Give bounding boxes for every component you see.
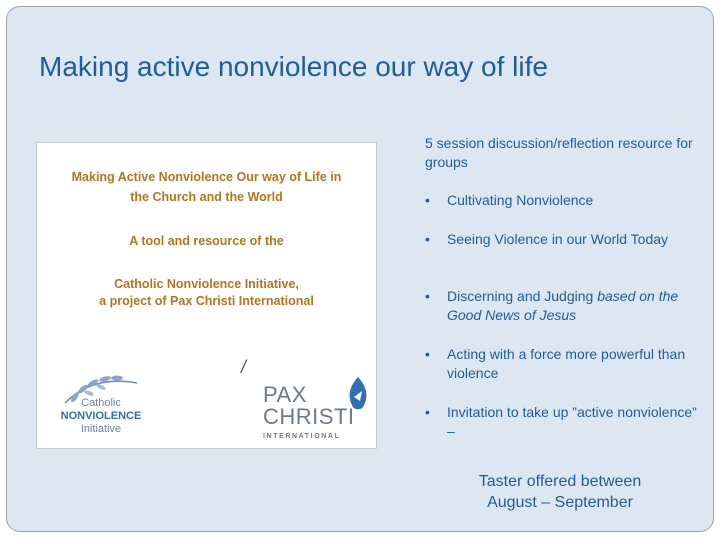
bullet-text: Invitation to take up ”active nonviolence” – [447,404,697,439]
pax-logo-line-3: INTERNATIONAL [263,433,341,440]
bullet-text: Cultivating Nonviolence [447,192,594,208]
content-column [425,134,710,439]
cni-logo-line-2: NONVIOLENCE [60,410,142,422]
cover-title-line-2: the Church and the World [130,190,283,204]
bullet-symbol: • [425,404,430,420]
catholic-nonviolence-initiative-logo [53,369,149,441]
bullet-text: Seeing Violence in our World Today [447,231,669,247]
pax-logo-line-1: PAX [263,382,307,407]
intro-text: 5 session discussion/reflection resource for groups [425,135,693,170]
bullet-text [447,287,707,325]
cni-logo-line-3: Initiative [80,423,122,435]
slide-title: Making active nonviolence our way of life [39,51,548,82]
bullet-text: Acting with a force more powerful than violence [447,346,686,381]
cni-logo-line-1: Catholic [81,397,121,409]
bullet-symbol: • [425,288,430,304]
pax-logo-line-2: CHRISTI [263,404,355,429]
cover-project-line: a project of Pax Christi International [99,294,314,308]
bullet-text-italic: based on the Good News of Jesus [447,288,679,323]
cover-title-line-1: Making Active Nonviolence Our way of Life in [71,170,342,184]
bullet-text-plain: Discerning and Judging [447,288,598,304]
bullet-symbol: • [425,192,430,208]
cover-org-line: Catholic Nonviolence Initiative, [114,277,299,291]
cover-subtitle: A tool and resource of the [129,234,284,248]
resource-cover-image [36,142,377,449]
pax-christi-logo [263,383,375,447]
bullet-symbol: • [425,231,430,247]
cover-mark: / [241,357,247,377]
bullet-symbol: • [425,346,430,362]
slide [6,6,714,532]
taster-note: Taster offered between August – September [478,473,642,511]
